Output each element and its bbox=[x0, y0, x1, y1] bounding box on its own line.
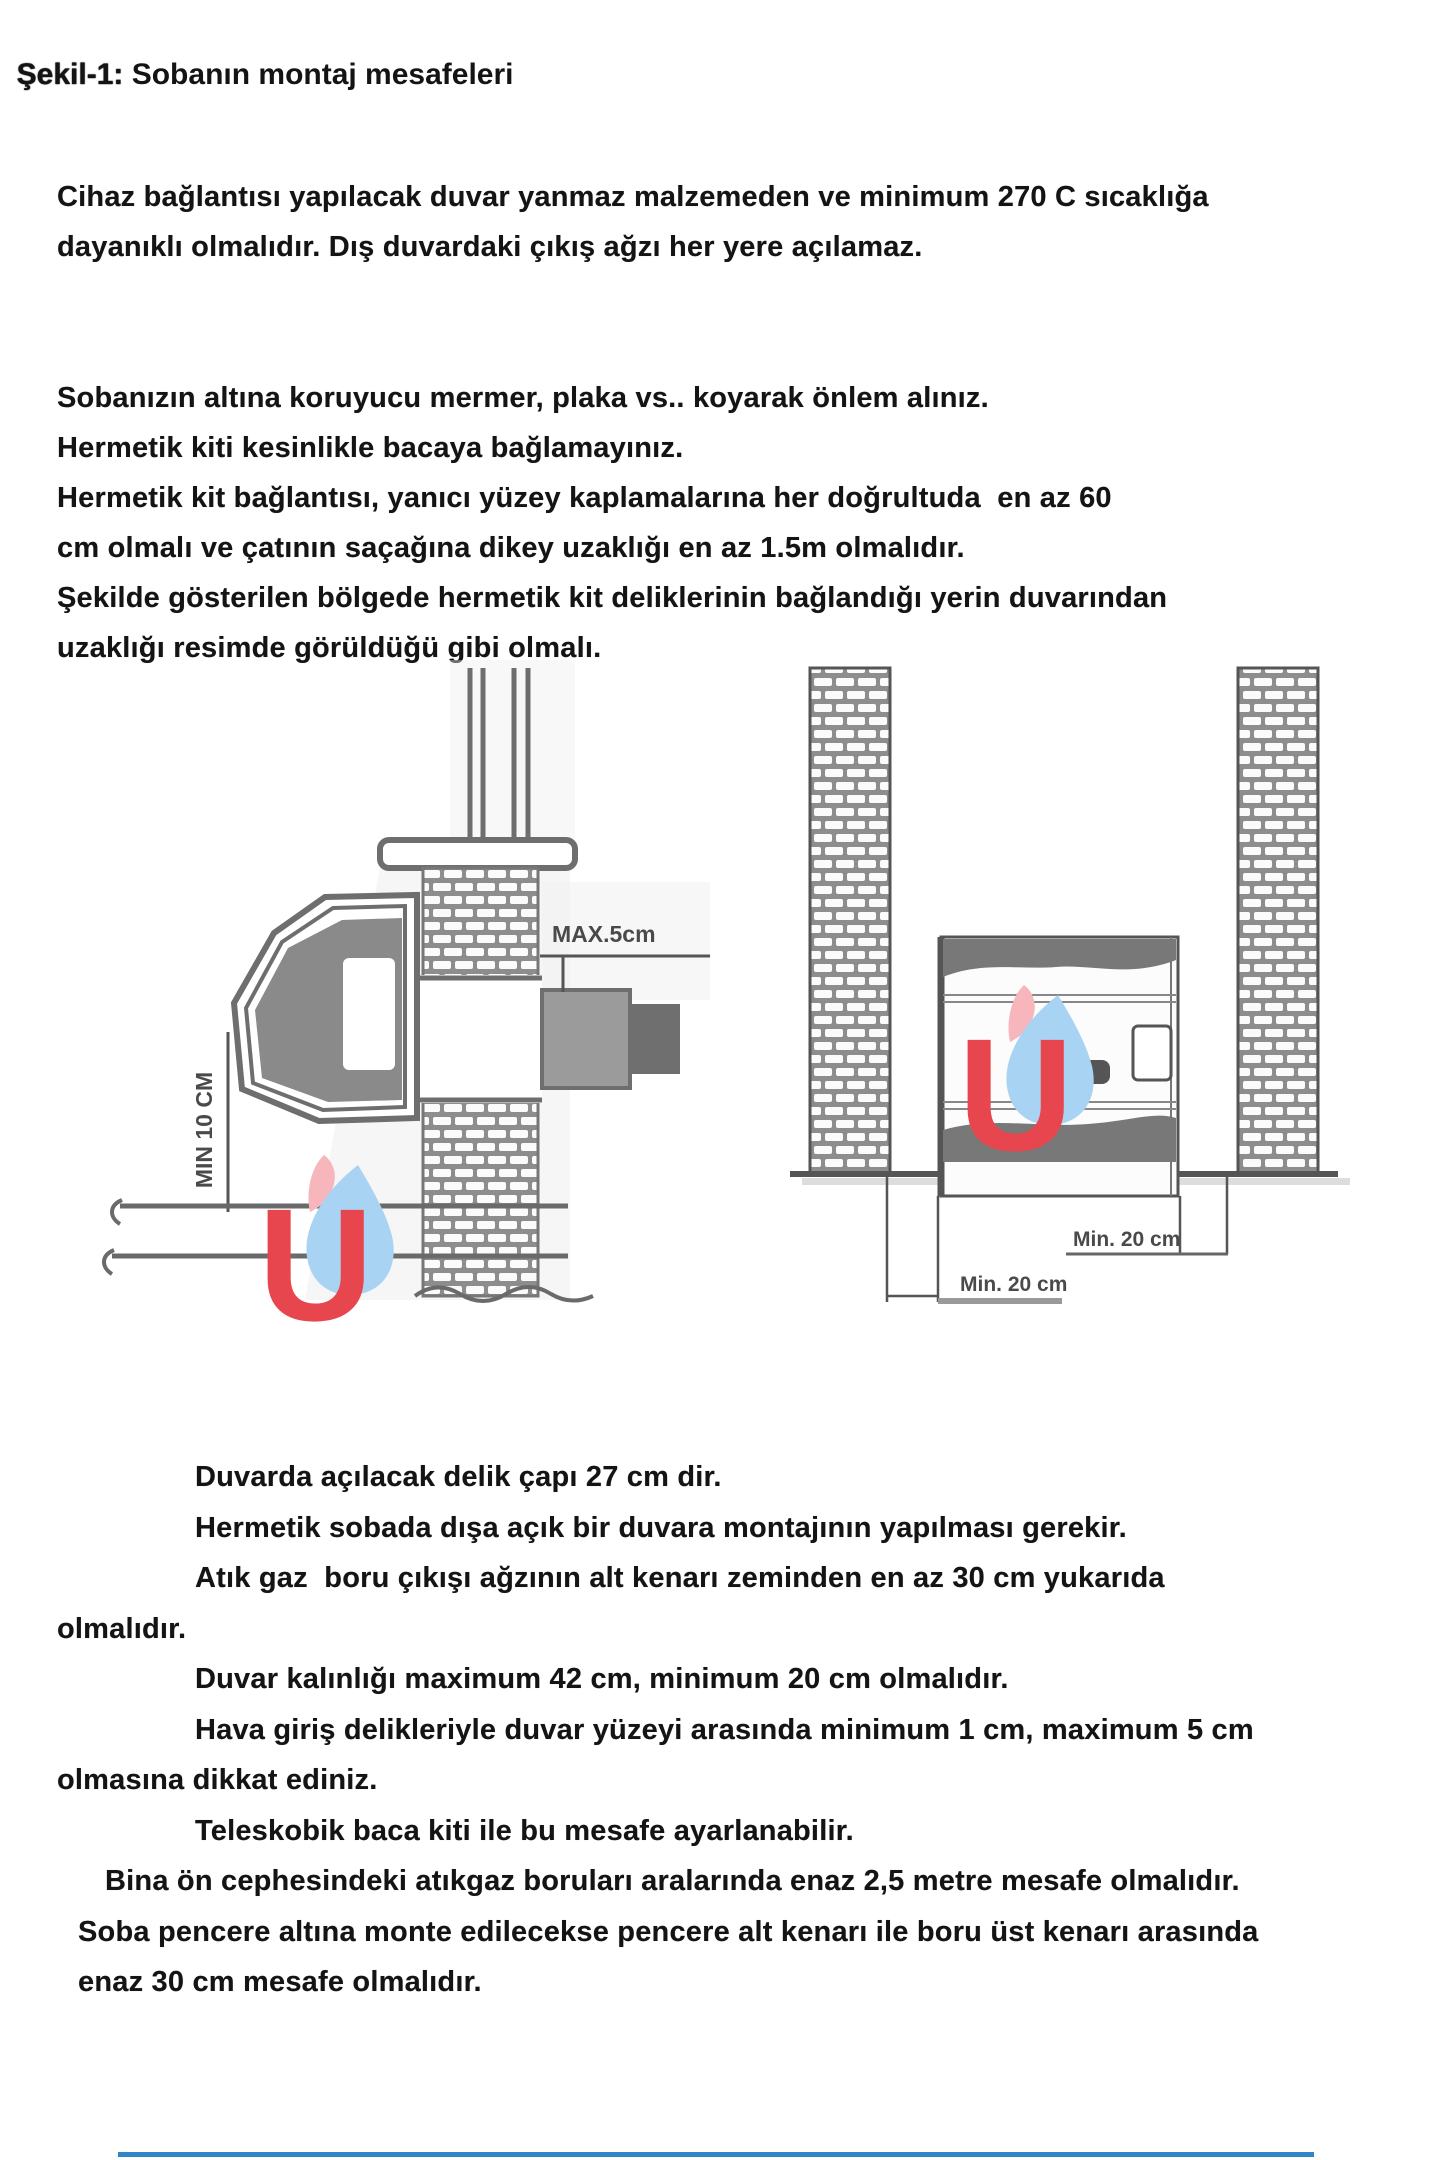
flange-cap bbox=[380, 840, 575, 868]
text-line: Hermetik sobada dışa açık bir duvara montajının yapılması gerekir. bbox=[195, 1511, 1127, 1544]
text-line: Şekilde gösterilen bölgede hermetik kit deliklerinin bağlandığı yerin duvarından bbox=[57, 582, 1168, 614]
figure-right-diagram bbox=[790, 650, 1390, 1370]
text-line: Duvar kalınlığı maximum 42 cm, minimum 20 cm olmalıdır. bbox=[195, 1663, 1009, 1695]
text-line: Teleskobik baca kiti ile bu mesafe ayarlanabilir. bbox=[195, 1814, 854, 1847]
brand-logo bbox=[258, 1155, 394, 1354]
min-20cm-label-upper: Min. 20 cm bbox=[1073, 1228, 1181, 1251]
min-20cm-label-lower: Min. 20 cm bbox=[960, 1273, 1068, 1296]
stove-door bbox=[1133, 1026, 1171, 1080]
brick-wall-right bbox=[1238, 668, 1318, 1173]
min-10cm-dimension bbox=[191, 1032, 228, 1212]
text-line: Hava giriş delikleriyle duvar yüzeyi arasında minimum 1 cm, maximum 5 cm bbox=[195, 1713, 1254, 1746]
figure-caption-label: Şekil-1: bbox=[16, 58, 124, 91]
text-line: dayanıklı olmalıdır. Dış duvardaki çıkış ağzı her yere açılamaz. bbox=[57, 231, 923, 263]
figure-caption bbox=[0, 0, 1440, 91]
exhaust-pipe bbox=[542, 990, 680, 1088]
text-line: cm olmalı ve çatının saçağına dikey uzaklığı en az 1.5m olmalıdır. bbox=[57, 532, 965, 564]
text-line: uzaklığı resimde görüldüğü gibi olmalı. bbox=[57, 632, 602, 664]
text-line: olmalıdır. bbox=[57, 1612, 187, 1645]
figure-left-diagram bbox=[90, 660, 710, 1360]
text-line: Soba pencere altına monte edilecekse pencere alt kenarı ile boru üst kenarı arasında bbox=[78, 1915, 1259, 1948]
min-10cm-label: MIN 10 CM bbox=[191, 1071, 217, 1189]
text-line: Bina ön cephesindeki atıkgaz boruları aralarında enaz 2,5 metre mesafe olmalıdır. bbox=[105, 1865, 1240, 1897]
logo-letter: U bbox=[958, 1005, 1074, 1184]
brick-wall-left bbox=[810, 668, 890, 1173]
stove-side-view bbox=[234, 895, 417, 1121]
warnings-paragraph bbox=[0, 373, 1440, 673]
text-line: Hermetik kit bağlantısı, yanıcı yüzey kaplamalarına her doğrultuda en az 60 bbox=[57, 482, 1112, 514]
max-5cm-label: MAX.5cm bbox=[552, 921, 656, 947]
wall-hole bbox=[420, 975, 542, 1103]
text-line: olmasına dikkat ediniz. bbox=[57, 1764, 378, 1796]
text-line: enaz 30 cm mesafe olmalıdır. bbox=[78, 1966, 482, 1998]
instructions-list bbox=[0, 1452, 1440, 2008]
text-line: Duvarda açılacak delik çapı 27 cm dir. bbox=[195, 1461, 722, 1493]
logo-letter: U bbox=[258, 1175, 374, 1354]
text-line: Atık gaz boru çıkışı ağzının alt kenarı zeminden en az 30 cm yukarıda bbox=[195, 1562, 1165, 1594]
text-line: Hermetik kiti kesinlikle bacaya bağlamayınız. bbox=[57, 432, 684, 464]
intro-paragraph bbox=[0, 172, 1440, 272]
figure-caption-text: Sobanın montaj mesafeleri bbox=[123, 58, 514, 91]
footer-rule bbox=[118, 2152, 1314, 2157]
text-line: Sobanızın altına koruyucu mermer, plaka vs.. koyarak önlem alınız. bbox=[57, 382, 989, 414]
brand-logo bbox=[958, 985, 1094, 1184]
text-line: Cihaz bağlantısı yapılacak duvar yanmaz malzemeden ve minimum 270 C sıcaklığa bbox=[57, 181, 1209, 213]
